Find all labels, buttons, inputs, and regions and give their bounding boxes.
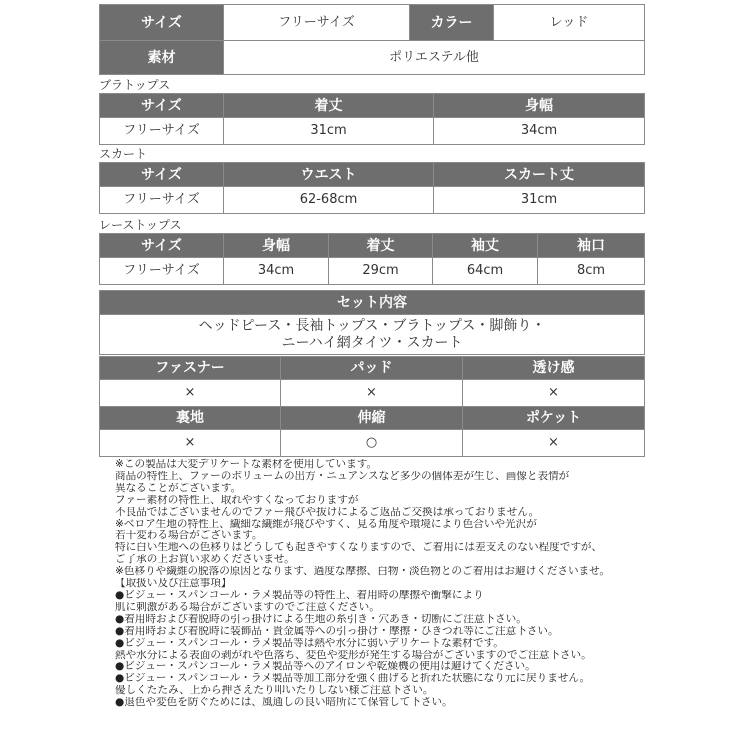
- note-line: ご了承の上お買い求めくださいませ。: [115, 554, 295, 566]
- skirt-header-waist: ウエスト: [224, 163, 434, 187]
- bra-header-size: サイズ: [100, 94, 224, 118]
- feature-value-pocket: ×: [463, 430, 645, 457]
- lace-header-width: 身幅: [224, 234, 329, 258]
- color-label: カラー: [410, 5, 494, 41]
- skirt-value-length: 31cm: [434, 187, 645, 214]
- feature-header-pocket: ポケット: [463, 407, 645, 430]
- note-line: ●着用時および着脱時の引っ掛けによる生地の糸引き・穴あき・切断にご注意下さい。: [115, 613, 527, 625]
- note-line: 特に白い生地への色移りはどうしても起きやすくなりますので、ご着用には差支えのない程度ですが、: [115, 542, 603, 554]
- note-line: ●着用時および着脱時に装飾品・貴金属等への引っ掛け・摩擦・ひきつれ等にご注意下さい。: [115, 625, 559, 637]
- note-line: ※ベロア生地の特性上、繊細な繊維が飛びやすく、見る角度や環境により色合いや光沢が: [115, 518, 537, 530]
- skirt-header-size: サイズ: [100, 163, 224, 187]
- lace-value-length: 29cm: [329, 258, 433, 285]
- note-line: ※この製品は大変デリケートな素材を使用しています。: [115, 459, 378, 470]
- lace-value-cuff: 8cm: [538, 258, 645, 285]
- set-contents-line-2: ニーハイ網タイツ・スカート: [281, 334, 463, 351]
- bra-section-title: ブラトップス: [99, 78, 171, 92]
- note-line: 不良品ではございませんのでファー飛びや抜けによるご返品ご交換は承っておりません。: [115, 506, 540, 518]
- skirt-section-title: スカート: [99, 147, 148, 161]
- lace-size-table: [99, 233, 645, 285]
- feature-value-sheer: ×: [463, 380, 645, 407]
- skirt-size-table: [99, 162, 645, 214]
- feature-header-lining: 裏地: [100, 407, 281, 430]
- note-line: 優しくたたみ、上から押さえたり叩いたりしない様ご注意下さい。: [115, 685, 434, 697]
- lace-header-cuff: 袖口: [538, 234, 645, 258]
- note-line: 肌に刺激がある場合がございますのでご注意ください。: [115, 601, 380, 613]
- note-line: ●ビジュー・スパンコール・ラメ製品等加工部分を強く曲げると折れた状態になり元に戻りません。: [115, 673, 591, 685]
- size-value: フリーサイズ: [224, 5, 410, 41]
- lace-value-size: フリーサイズ: [100, 258, 224, 285]
- set-contents-table: [99, 290, 645, 355]
- note-line: ファー素材の特性上、取れやすくなっておりますが: [115, 494, 359, 506]
- bra-size-table: [99, 93, 645, 145]
- lace-value-width: 34cm: [224, 258, 329, 285]
- note-line: 若干変わる場合がございます。: [115, 530, 263, 542]
- note-line: 異なることがございます。: [115, 482, 242, 494]
- basic-info-table: [99, 4, 645, 75]
- note-line: ※色移りや繊維の脱落の原因となります、過度な摩擦、白物・淡色物とのご着用はお避けくださいませ。: [115, 566, 611, 578]
- feature-value-stretch: ○: [281, 430, 463, 457]
- note-line: ●ビジュー・スパンコール・ラメ製品等の特性上、着用時の摩擦や衝撃により: [115, 589, 484, 601]
- feature-header-sheer: 透け感: [463, 357, 645, 380]
- set-contents-line-1: ヘッドピース・長袖トップス・ブラトップス・脚飾り・: [198, 317, 546, 334]
- feature-header-pad: パッド: [281, 357, 463, 380]
- skirt-value-waist: 62-68cm: [224, 187, 434, 214]
- material-label: 素材: [100, 41, 224, 75]
- care-notes: [115, 459, 660, 709]
- bra-value-length: 31cm: [224, 118, 434, 145]
- features-table: [99, 356, 645, 457]
- note-line: ●退色や変色を防ぐためには、風通しの良い暗所にて保管して下さい。: [115, 697, 453, 709]
- lace-header-size: サイズ: [100, 234, 224, 258]
- feature-value-lining: ×: [100, 430, 281, 457]
- lace-section-title: レーストップス: [99, 218, 182, 232]
- bra-header-width: 身幅: [434, 94, 645, 118]
- lace-value-sleeve-length: 64cm: [433, 258, 538, 285]
- note-line: 商品の特性上、ファーのボリュームの出方・ニュアンスなど多少の個体差が生じ、画像と表情が: [115, 470, 570, 482]
- bra-value-size: フリーサイズ: [100, 118, 224, 145]
- material-value: ポリエステル他: [224, 41, 645, 75]
- note-line: 熱や水分による表面の剥がれや色落ち、変色や変形が発生する場合がございますのでご注意下さい。: [115, 649, 592, 661]
- skirt-header-length: スカート丈: [434, 163, 645, 187]
- bra-header-length: 着丈: [224, 94, 434, 118]
- bra-value-width: 34cm: [434, 118, 645, 145]
- feature-value-pad: ×: [281, 380, 463, 407]
- color-value: レッド: [494, 5, 645, 41]
- care-instructions-title: 【取扱い及び注意事項】: [115, 578, 232, 590]
- set-contents-title: セット内容: [100, 291, 645, 315]
- feature-header-zipper: ファスナー: [100, 357, 281, 380]
- lace-header-sleeve-length: 袖丈: [433, 234, 538, 258]
- note-line: ●ビジュー・スパンコール・ラメ製品等へのアイロンや乾燥機の使用は避けてください。: [115, 661, 536, 673]
- set-contents-items: [100, 315, 645, 355]
- feature-value-zipper: ×: [100, 380, 281, 407]
- feature-header-stretch: 伸縮: [281, 407, 463, 430]
- size-label: サイズ: [100, 5, 224, 41]
- note-line: ●ビジュー・スパンコール・ラメ製品等は熱や水分に弱いデリケートな素材です。: [115, 637, 504, 649]
- skirt-value-size: フリーサイズ: [100, 187, 224, 214]
- lace-header-length: 着丈: [329, 234, 433, 258]
